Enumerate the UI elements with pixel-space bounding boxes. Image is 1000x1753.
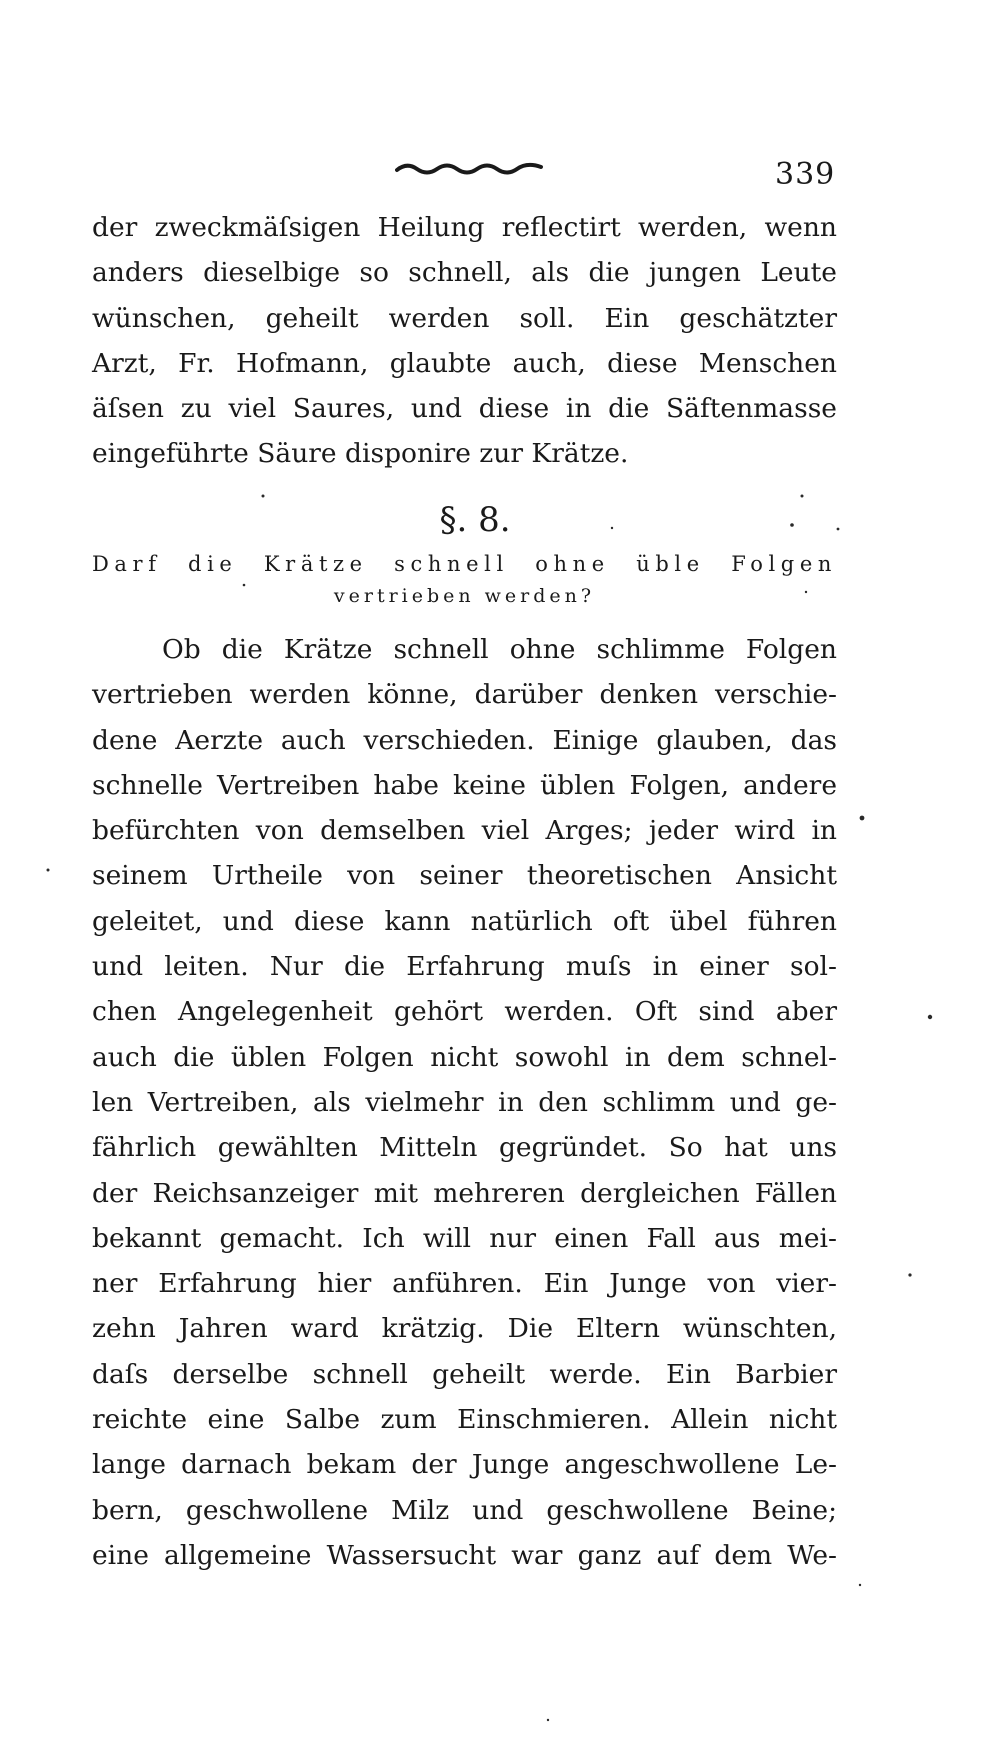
header-ornament [395, 158, 545, 178]
heading-line: Darf die Krätze schnell ohne üble Folgen [92, 552, 837, 576]
text-line: fährlich gewählten Mitteln gegründet. So hat uns [92, 1132, 837, 1164]
text-line: ner Erfahrung hier anführen. Ein Junge von vier- [92, 1268, 837, 1300]
text-line: dene Aerzte auch verschieden. Einige glauben, das [92, 724, 837, 756]
text-line: schnelle Vertreiben habe keine üblen Folgen, andere [92, 769, 837, 801]
text-line: lange darnach bekam der Junge angeschwollene Le- [92, 1449, 837, 1481]
text-line: bekannt gemacht. Ich will nur einen Fall aus mei- [92, 1222, 837, 1254]
text-line: der Reichsanzeiger mit mehreren dergleichen Fällen [92, 1177, 837, 1209]
lead-paragraph [92, 205, 837, 477]
text-line: Ob die Krätze schnell ohne schlimme Folgen [162, 634, 837, 665]
text-line: eine allgemeine Wassersucht war ganz auf dem We- [92, 1539, 837, 1571]
page-number: 339 [775, 157, 836, 192]
text-line: bern, geschwollene Milz und geschwollene Beine; [92, 1494, 837, 1526]
body-paragraph [92, 627, 837, 1578]
text-line: und leiten. Nur die Erfahrung muſs in einer sol- [92, 951, 837, 983]
text-line: reichte eine Salbe zum Einschmieren. Allein nicht [92, 1404, 837, 1436]
text-line: seinem Urtheile von seiner theoretischen Ansicht [92, 860, 837, 892]
text-line: eingeführte Säure disponire zur Krätze. [92, 438, 629, 470]
text-line: äſsen zu viel Saures, und diese in die Säftenmasse [92, 393, 837, 425]
text-line: wünschen, geheilt werden soll. Ein geschätzter [92, 302, 837, 334]
text-line: auch die üblen Folgen nicht sowohl in dem schnel- [92, 1041, 837, 1073]
text-line: len Vertreiben, als vielmehr in den schlimm und ge- [92, 1086, 837, 1118]
heading-line: vertrieben werden? [333, 585, 596, 607]
text-line: anders dieselbige so schnell, als die jungen Leute [92, 257, 837, 289]
text-line: Arzt, Fr. Hofmann, glaubte auch, diese Menschen [92, 347, 837, 379]
text-line: befürchten von demselben viel Arges; jeder wird in [92, 815, 837, 847]
text-line: chen Angelegenheit gehört werden. Oft sind aber [92, 996, 837, 1028]
text-line: daſs derselbe schnell geheilt werde. Ein Barbier [92, 1358, 837, 1390]
text-line: vertrieben werden könne, darüber denken verschie- [92, 679, 837, 711]
text-line: zehn Jahren ward krätzig. Die Eltern wünschten, [92, 1313, 837, 1345]
text-line: geleitet, und diese kann natürlich oft übel führen [92, 905, 837, 937]
section-number: §. 8. [439, 500, 511, 540]
text-line: der zweckmäſsigen Heilung reflectirt werden, wenn [92, 212, 837, 243]
section-heading [92, 548, 837, 612]
